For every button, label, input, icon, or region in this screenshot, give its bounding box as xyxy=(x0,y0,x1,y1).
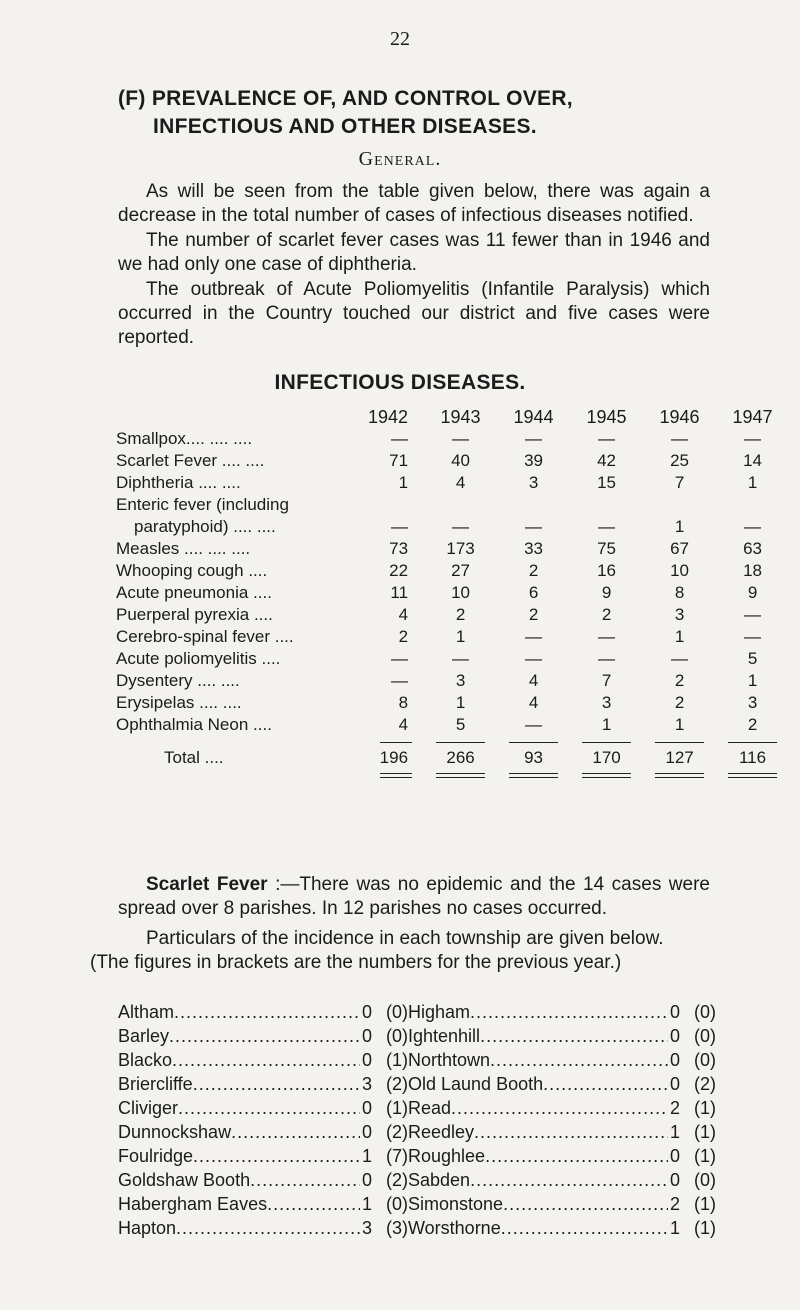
case-count-cell: 5 xyxy=(455,715,466,734)
parish-name: Roughlee xyxy=(408,1146,486,1166)
leader-dots xyxy=(470,1000,668,1024)
table-row xyxy=(116,450,789,472)
parish-row xyxy=(408,1000,716,1024)
case-count-cell: 1 xyxy=(747,671,758,690)
parish-previous-count: (7) xyxy=(386,1146,408,1166)
parish-name: Altham xyxy=(118,1002,175,1022)
case-count-cell: 3 xyxy=(601,693,612,712)
case-count-cell: 1 xyxy=(674,517,685,536)
case-count-cell xyxy=(643,494,716,516)
parish-name: Briercliffe xyxy=(118,1074,193,1094)
disease-name: Puerperal pyrexia .... xyxy=(116,605,273,624)
intro-paragraph: The outbreak of Acute Poliomyelitis (Infantile Paralysis) which occurred in the Country touched our district and five cases were reported. xyxy=(118,279,710,348)
case-count-cell: — xyxy=(744,429,762,448)
leader-dots xyxy=(169,1024,360,1048)
case-count-cell: 10 xyxy=(670,561,689,580)
parish-case-count: 0 xyxy=(669,1074,680,1094)
parish-row xyxy=(118,1120,408,1144)
parish-row xyxy=(408,1096,716,1120)
disease-name: Dysentery .... .... xyxy=(116,671,240,690)
parish-row xyxy=(118,1168,408,1192)
case-count-cell: 7 xyxy=(601,671,612,690)
disease-name: Acute pneumonia .... xyxy=(116,583,272,602)
parish-name: Blacko xyxy=(118,1050,173,1070)
parish-row xyxy=(408,1048,716,1072)
leader-dots xyxy=(231,1120,360,1144)
case-count-cell: 2 xyxy=(528,561,539,580)
table-row xyxy=(116,626,789,648)
scarlet-fever-lead: Scarlet Fever xyxy=(146,874,268,895)
case-count-cell: 16 xyxy=(597,561,616,580)
intro-text xyxy=(118,180,710,351)
parish-previous-count: (0) xyxy=(694,1050,716,1070)
parish-column-right xyxy=(408,1000,716,1240)
particulars-paragraph xyxy=(90,927,710,975)
case-count-cell: — xyxy=(744,517,762,536)
table-header-row xyxy=(116,400,789,428)
table-row xyxy=(116,472,789,494)
table-row xyxy=(116,670,789,692)
parish-previous-count: (1) xyxy=(694,1146,716,1166)
parish-row xyxy=(118,1024,408,1048)
leader-dots xyxy=(480,1024,668,1048)
parish-previous-count: (0) xyxy=(386,1194,408,1214)
parish-case-count: 0 xyxy=(361,1098,372,1118)
case-count-cell xyxy=(368,494,424,516)
case-count-cell: 9 xyxy=(601,583,612,602)
case-count-cell: — xyxy=(744,627,762,646)
case-count-cell: — xyxy=(391,671,409,690)
disease-name: Cerebro-spinal fever .... xyxy=(116,627,294,646)
case-count-cell xyxy=(716,494,789,516)
section-heading-line-2: INFECTIOUS AND OTHER DISEASES. xyxy=(153,115,537,138)
case-count-cell: — xyxy=(598,627,616,646)
case-count-cell: 4 xyxy=(398,605,409,624)
parish-case-count: 3 xyxy=(361,1218,372,1238)
leader-dots xyxy=(193,1072,360,1096)
leader-dots xyxy=(193,1144,360,1168)
case-count-cell: — xyxy=(744,605,762,624)
parish-case-count: 1 xyxy=(669,1218,680,1238)
leader-dots xyxy=(490,1048,668,1072)
case-count-cell: 2 xyxy=(528,605,539,624)
leader-dots xyxy=(474,1120,668,1144)
parish-case-count: 1 xyxy=(361,1146,372,1166)
parish-case-count: 0 xyxy=(361,1026,372,1046)
parish-name: Old Laund Booth xyxy=(408,1074,544,1094)
parish-case-count: 1 xyxy=(669,1122,680,1142)
case-count-cell xyxy=(424,494,497,516)
case-count-cell: — xyxy=(598,429,616,448)
scarlet-fever-text: :—There was no epidemic and the 14 cases were spread over 8 parishes. In 12 parishes no cases occurred. xyxy=(118,874,710,919)
parish-name: Cliviger xyxy=(118,1098,179,1118)
case-count-cell: 18 xyxy=(743,561,762,580)
case-count-cell: — xyxy=(391,517,409,536)
case-count-cell: — xyxy=(525,627,543,646)
parish-case-count: 0 xyxy=(669,1026,680,1046)
case-count-cell: 3 xyxy=(528,473,539,492)
case-count-cell: 42 xyxy=(597,451,616,470)
parish-row xyxy=(118,1144,408,1168)
section-heading xyxy=(118,85,718,141)
leader-dots xyxy=(501,1216,668,1240)
case-count-cell: 25 xyxy=(670,451,689,470)
parish-name: Barley xyxy=(118,1026,170,1046)
header-year: 1943 xyxy=(440,407,481,427)
case-count-cell: 11 xyxy=(390,583,409,602)
parish-row xyxy=(408,1144,716,1168)
parish-name: Reedley xyxy=(408,1122,475,1142)
leader-dots xyxy=(503,1192,668,1216)
case-count-cell: 173 xyxy=(446,539,475,558)
parish-name: Worsthorne xyxy=(408,1218,501,1238)
parish-name: Goldshaw Booth xyxy=(118,1170,251,1190)
case-count-cell: 63 xyxy=(743,539,762,558)
parish-case-count: 0 xyxy=(361,1122,372,1142)
leader-dots xyxy=(485,1144,668,1168)
table-row xyxy=(116,604,789,626)
leader-dots xyxy=(178,1096,360,1120)
disease-name: Acute poliomyelitis .... xyxy=(116,649,281,668)
case-count-cell: — xyxy=(598,649,616,668)
leader-dots xyxy=(470,1168,668,1192)
parish-row xyxy=(118,1000,408,1024)
parish-column-left xyxy=(118,1000,408,1240)
parish-previous-count: (1) xyxy=(386,1098,408,1118)
parish-row xyxy=(408,1024,716,1048)
table-row xyxy=(116,560,789,582)
table-row xyxy=(116,648,789,670)
parish-previous-count: (0) xyxy=(694,1002,716,1022)
case-count-cell: 2 xyxy=(674,693,685,712)
parish-name: Hapton xyxy=(118,1218,177,1238)
leader-dots xyxy=(543,1072,668,1096)
case-count-cell: 3 xyxy=(747,693,758,712)
parish-row xyxy=(118,1048,408,1072)
leader-dots xyxy=(172,1048,360,1072)
parish-case-count: 0 xyxy=(361,1170,372,1190)
parish-case-count: 1 xyxy=(361,1194,372,1214)
leader-dots xyxy=(176,1216,360,1240)
brackets-note: (The figures in brackets are the numbers for the previous year.) xyxy=(90,952,622,973)
parish-previous-count: (3) xyxy=(386,1218,408,1238)
case-count-cell: — xyxy=(598,517,616,536)
parish-case-count: 0 xyxy=(361,1002,372,1022)
header-year: 1942 xyxy=(368,407,409,427)
case-count-cell: 8 xyxy=(398,693,409,712)
scarlet-fever-section xyxy=(90,873,710,975)
case-count-cell: 39 xyxy=(524,451,543,470)
parish-previous-count: (2) xyxy=(386,1074,408,1094)
case-count-cell: 1 xyxy=(455,627,466,646)
case-count-cell: — xyxy=(525,649,543,668)
case-count-cell: — xyxy=(671,649,689,668)
disease-name: Measles .... .... .... xyxy=(116,539,251,558)
case-count-cell: — xyxy=(525,715,543,734)
parish-case-count: 3 xyxy=(361,1074,372,1094)
total-cell: 170 xyxy=(570,736,643,780)
parish-previous-count: (0) xyxy=(386,1026,408,1046)
leader-dots xyxy=(451,1096,668,1120)
parish-name: Simonstone xyxy=(408,1194,504,1214)
case-count-cell: — xyxy=(452,429,470,448)
case-count-cell: 6 xyxy=(528,583,539,602)
header-year: 1946 xyxy=(659,407,700,427)
case-count-cell: 1 xyxy=(747,473,758,492)
case-count-cell: 4 xyxy=(528,693,539,712)
parish-case-count: 0 xyxy=(669,1146,680,1166)
parish-previous-count: (1) xyxy=(694,1098,716,1118)
table-total-row xyxy=(116,736,789,780)
case-count-cell: 14 xyxy=(743,451,762,470)
parish-name: Higham xyxy=(408,1002,471,1022)
case-count-cell: 22 xyxy=(389,561,409,580)
infectious-diseases-table xyxy=(116,400,789,780)
case-count-cell: 2 xyxy=(398,627,409,646)
disease-name: Diphtheria .... .... xyxy=(116,473,241,492)
disease-name: Whooping cough .... xyxy=(116,561,268,580)
parish-row xyxy=(118,1096,408,1120)
parish-case-count: 0 xyxy=(361,1050,372,1070)
disease-name: Smallpox.... .... .... xyxy=(116,429,253,448)
case-count-cell: 8 xyxy=(674,583,685,602)
total-label: Total .... xyxy=(164,748,224,767)
parish-previous-count: (0) xyxy=(694,1170,716,1190)
case-count-cell: 2 xyxy=(747,715,758,734)
case-count-cell: 2 xyxy=(455,605,466,624)
section-heading-line-1: (F) PREVALENCE OF, AND CONTROL OVER, xyxy=(118,87,573,110)
table-row xyxy=(116,714,789,736)
parish-row xyxy=(408,1168,716,1192)
case-count-cell: 1 xyxy=(674,627,685,646)
case-count-cell: — xyxy=(391,429,409,448)
parish-case-count: 2 xyxy=(669,1194,680,1214)
case-count-cell: 3 xyxy=(674,605,685,624)
header-disease xyxy=(116,400,368,428)
case-count-cell: — xyxy=(525,429,543,448)
case-count-cell: 40 xyxy=(451,451,470,470)
total-cell: 196 xyxy=(368,736,424,780)
total-cell: 127 xyxy=(643,736,716,780)
table-row xyxy=(116,428,789,450)
leader-dots xyxy=(174,1000,360,1024)
case-count-cell: 73 xyxy=(389,539,409,558)
table-row xyxy=(116,538,789,560)
scarlet-fever-paragraph xyxy=(118,873,710,921)
parish-row xyxy=(118,1192,408,1216)
case-count-cell: 4 xyxy=(455,473,466,492)
case-count-cell: 9 xyxy=(747,583,758,602)
parish-previous-count: (1) xyxy=(694,1122,716,1142)
case-count-cell: 1 xyxy=(398,473,409,492)
parish-row xyxy=(408,1120,716,1144)
case-count-cell: — xyxy=(452,517,470,536)
parish-previous-count: (0) xyxy=(386,1002,408,1022)
case-count-cell: 75 xyxy=(597,539,616,558)
case-count-cell: 10 xyxy=(451,583,470,602)
case-count-cell: 1 xyxy=(601,715,612,734)
table-row xyxy=(116,516,789,538)
parish-name: Read xyxy=(408,1098,452,1118)
disease-name: Scarlet Fever .... .... xyxy=(116,451,265,470)
parish-previous-count: (2) xyxy=(386,1122,408,1142)
parish-previous-count: (1) xyxy=(694,1218,716,1238)
case-count-cell: — xyxy=(671,429,689,448)
case-count-cell: 3 xyxy=(455,671,466,690)
parish-row xyxy=(408,1072,716,1096)
parish-previous-count: (2) xyxy=(386,1170,408,1190)
leader-dots xyxy=(267,1192,360,1216)
parish-name: Dunnockshaw xyxy=(118,1122,232,1142)
parish-name: Ightenhill xyxy=(408,1026,481,1046)
parish-row xyxy=(408,1192,716,1216)
parish-previous-count: (1) xyxy=(694,1194,716,1214)
general-heading: General. xyxy=(358,148,442,170)
parish-name: Foulridge xyxy=(118,1146,194,1166)
leader-dots xyxy=(250,1168,360,1192)
case-count-cell: 27 xyxy=(451,561,470,580)
parish-name: Sabden xyxy=(408,1170,471,1190)
disease-name: Ophthalmia Neon .... xyxy=(116,715,272,734)
case-count-cell: — xyxy=(452,649,470,668)
case-count-cell: 67 xyxy=(670,539,689,558)
total-cell: 116 xyxy=(716,736,789,780)
header-year: 1944 xyxy=(513,407,554,427)
case-count-cell: — xyxy=(391,649,409,668)
table-title: INFECTIOUS DISEASES. xyxy=(274,371,526,394)
table-row xyxy=(116,494,789,516)
case-count-cell: 7 xyxy=(674,473,685,492)
disease-name: Enteric fever (including xyxy=(116,495,289,514)
parish-previous-count: (2) xyxy=(694,1074,716,1094)
total-cell: 93 xyxy=(497,736,570,780)
case-count-cell: 5 xyxy=(747,649,758,668)
table-row xyxy=(116,692,789,714)
header-year: 1945 xyxy=(586,407,627,427)
parish-row xyxy=(118,1072,408,1096)
case-count-cell xyxy=(497,494,570,516)
case-count-cell: 2 xyxy=(601,605,612,624)
case-count-cell: 33 xyxy=(524,539,543,558)
parish-name: Northtown xyxy=(408,1050,491,1070)
case-count-cell: 2 xyxy=(674,671,685,690)
parish-case-count: 0 xyxy=(669,1050,680,1070)
page-number: 22 xyxy=(390,28,410,50)
parish-case-count: 2 xyxy=(669,1098,680,1118)
table-body xyxy=(116,428,789,736)
intro-paragraph: The number of scarlet fever cases was 11 fewer than in 1946 and we had only one case of diphtheria. xyxy=(118,230,710,275)
case-count-cell: 71 xyxy=(389,451,409,470)
case-count-cell: 4 xyxy=(528,671,539,690)
header-year: 1947 xyxy=(732,407,773,427)
case-count-cell: — xyxy=(525,517,543,536)
parish-previous-count: (1) xyxy=(386,1050,408,1070)
parish-row xyxy=(408,1216,716,1240)
case-count-cell: 1 xyxy=(455,693,466,712)
parish-row xyxy=(118,1216,408,1240)
particulars-text: Particulars of the incidence in each township are given below. xyxy=(146,928,664,949)
disease-name: paratyphoid) .... .... xyxy=(134,517,276,536)
total-cell: 266 xyxy=(424,736,497,780)
intro-paragraph: As will be seen from the table given below, there was again a decrease in the total number of cases of infectious diseases notified. xyxy=(118,181,710,226)
parish-case-count: 0 xyxy=(669,1002,680,1022)
parish-name: Habergham Eaves xyxy=(118,1194,268,1214)
parish-case-count: 0 xyxy=(669,1170,680,1190)
table-row xyxy=(116,582,789,604)
parish-previous-count: (0) xyxy=(694,1026,716,1046)
case-count-cell: 4 xyxy=(398,715,409,734)
disease-name: Erysipelas .... .... xyxy=(116,693,242,712)
case-count-cell xyxy=(570,494,643,516)
case-count-cell: 1 xyxy=(674,715,685,734)
case-count-cell: 15 xyxy=(597,473,616,492)
